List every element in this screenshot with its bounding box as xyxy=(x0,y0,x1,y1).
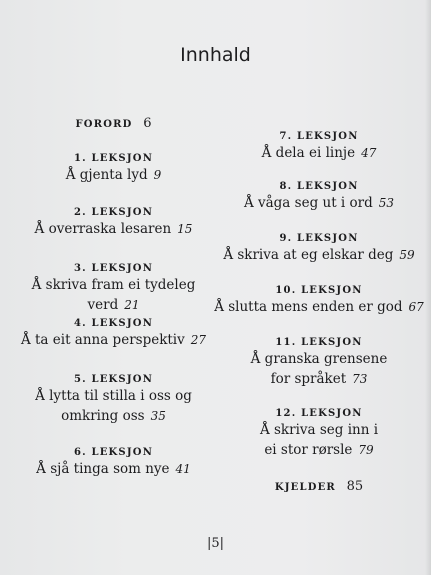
toc-entry-foreword xyxy=(6,116,221,131)
chapter-title: Å dela ei linje 47 xyxy=(261,145,377,161)
chapter-label: 8. LEKSJON xyxy=(279,181,359,192)
toc-entry-chapter-4 xyxy=(6,317,221,350)
chapter-title: ei stor rørsle 79 xyxy=(264,442,374,458)
chapter-page: 27 xyxy=(190,333,207,347)
chapter-page: 53 xyxy=(378,196,395,210)
chapter-label: 5. LEKSJON xyxy=(73,374,154,385)
foreword-label: FORORD xyxy=(75,119,133,130)
chapter-title-line1: Å granska grensene xyxy=(250,351,388,367)
chapter-page: 41 xyxy=(175,462,191,476)
page-title: Innhald xyxy=(180,44,251,66)
chapter-title-line1: Å skriva seg inn i xyxy=(259,422,379,438)
toc-entry-chapter-5 xyxy=(6,373,221,426)
chapter-title-line1: Å lytta til stilla i oss og xyxy=(35,388,192,404)
chapter-title: Å gjenta lyd 9 xyxy=(65,167,162,183)
toc-entry-chapter-8 xyxy=(214,180,424,213)
chapter-title: Å overraska lesaren 15 xyxy=(34,221,193,237)
chapter-page: 9 xyxy=(153,168,162,182)
foreword-page: 6 xyxy=(143,116,152,131)
chapter-page: 47 xyxy=(361,146,377,160)
chapter-label: 12. LEKSJON xyxy=(275,408,363,419)
sources-label: KJELDER xyxy=(274,482,336,493)
toc-entry-chapter-11 xyxy=(214,336,424,389)
chapter-page: 67 xyxy=(408,300,424,314)
chapter-title: Å skriva fram ei tydeleg verd 21 xyxy=(31,277,196,313)
toc-entry-chapter-3 xyxy=(6,262,221,315)
chapter-label: 2. LEKSJON xyxy=(73,207,154,218)
page-gutter-shadow xyxy=(425,0,431,575)
toc-entry-chapter-10 xyxy=(214,284,424,317)
toc-entry-chapter-9 xyxy=(214,232,424,265)
chapter-page: 59 xyxy=(399,248,415,262)
chapter-title: Å ta eit anna perspektiv 27 xyxy=(20,332,207,348)
chapter-title: omkring oss 35 xyxy=(61,408,166,424)
chapter-label: 9. LEKSJON xyxy=(279,233,359,244)
chapter-title: for språket 73 xyxy=(270,371,368,387)
chapter-title: Å sjå tinga som nye 41 xyxy=(36,461,191,477)
toc-entry-chapter-12 xyxy=(214,407,424,460)
chapter-title: Å våga seg ut i ord 53 xyxy=(243,195,395,211)
chapter-label: 7. LEKSJON xyxy=(279,131,359,142)
chapter-label: 10. LEKSJON xyxy=(275,285,363,296)
chapter-label: 6. LEKSJON xyxy=(73,447,154,458)
page-number: |5| xyxy=(206,536,225,551)
toc-entry-chapter-1 xyxy=(6,152,221,185)
chapter-page: 15 xyxy=(177,222,193,236)
chapter-label: 1. LEKSJON xyxy=(73,153,154,164)
toc-entry-chapter-2 xyxy=(6,206,221,239)
toc-entry-chapter-7 xyxy=(214,130,424,163)
chapter-label: 3. LEKSJON xyxy=(73,263,154,274)
chapter-page: 21 xyxy=(124,298,140,312)
sources-page: 85 xyxy=(346,479,364,494)
chapter-title: Å skriva at eg elskar deg 59 xyxy=(223,247,415,263)
toc-entry-sources xyxy=(214,479,424,494)
chapter-label: 11. LEKSJON xyxy=(275,337,363,348)
chapter-title: Å slutta mens enden er god 67 xyxy=(214,299,424,315)
toc-entry-chapter-6 xyxy=(6,446,221,479)
chapter-page: 79 xyxy=(358,443,374,457)
chapter-page: 73 xyxy=(352,372,368,386)
chapter-page: 35 xyxy=(150,409,166,423)
chapter-label: 4. LEKSJON xyxy=(73,318,154,329)
